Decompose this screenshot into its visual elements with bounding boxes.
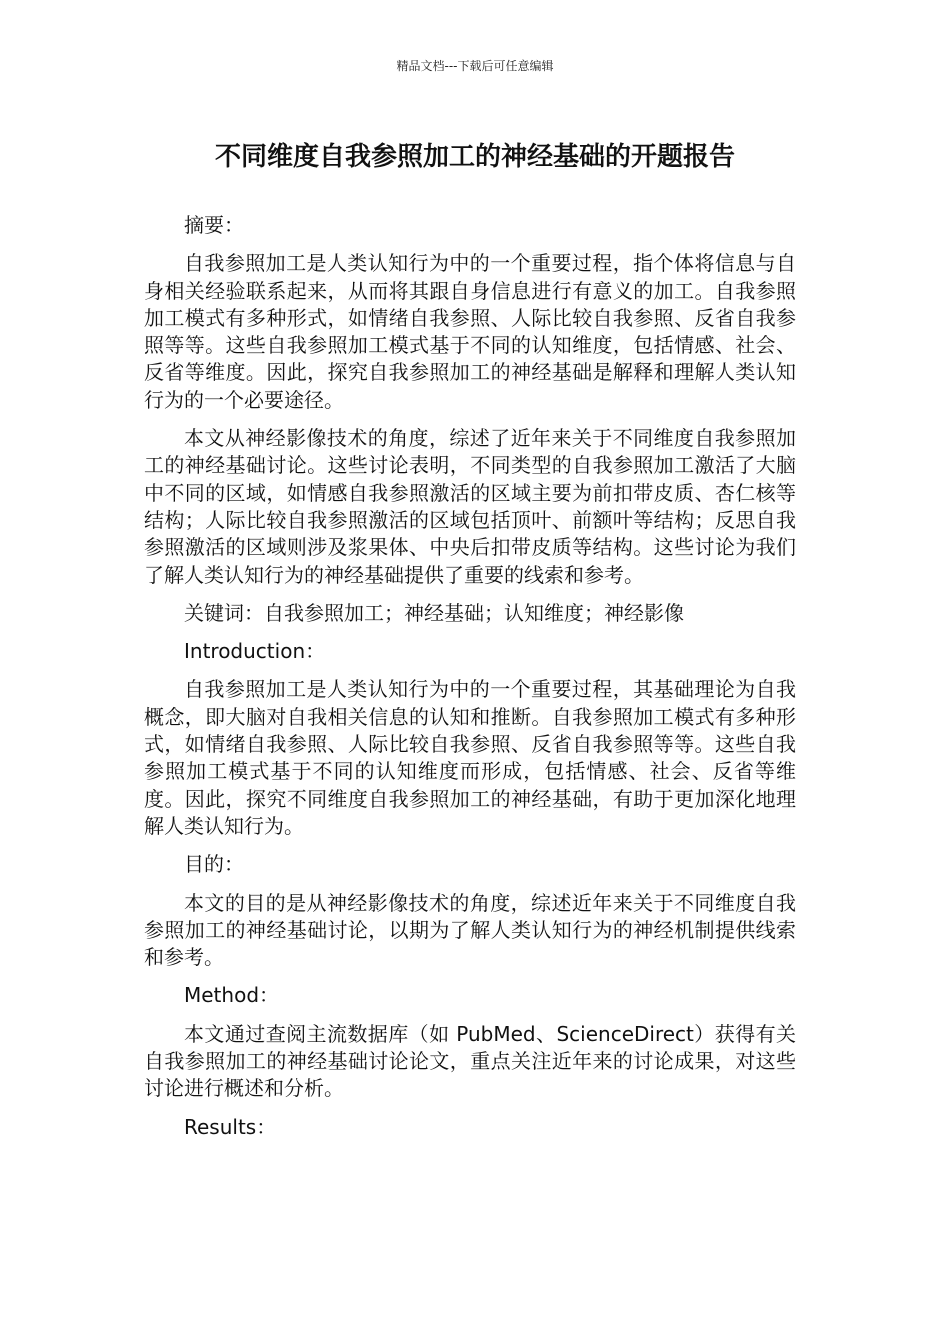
results-heading: Results： (184, 1114, 277, 1139)
document-body (144, 212, 796, 1152)
method-heading: Method： (184, 983, 280, 1008)
purpose-paragraph: 本文的目的是从神经影像技术的角度，综述近年来关于不同维度自我参照加工的神经基础讨论，以期为了解人类认知行为的神经机制提供线索和参考。 (144, 890, 796, 970)
introduction-heading: Introduction： (184, 639, 326, 664)
document-title: 不同维度自我参照加工的神经基础的开题报告 (214, 142, 735, 172)
header-note: 精品文档---下载后可任意编辑 (396, 59, 554, 73)
introduction-paragraph: 自我参照加工是人类认知行为中的一个重要过程，其基础理论为自我概念，即大脑对自我相关信息的认知和推断。自我参照加工模式有多种形式，如情绪自我参照、人际比较自我参照、反省自我参照等等。这些自我参照加工模式基于不同的认知维度而形成，包括情感、社会、反省等维度。因此，探究不同维度自我参照加工的神经基础，有助于更加深化地理解人类认知行为。 (144, 677, 796, 838)
method-paragraph: 本文通过查阅主流数据库（如 PubMed、ScienceDirect）获得有关自我参照加工的神经基础讨论论文，重点关注近年来的讨论成果，对这些讨论进行概述和分析。 (144, 1021, 796, 1101)
abstract-heading: 摘要： (184, 213, 244, 237)
purpose-heading: 目的： (184, 852, 244, 877)
abstract-paragraph-1: 自我参照加工是人类认知行为中的一个重要过程，指个体将信息与自身相关经验联系起来，从而将其跟自身信息进行有意义的加工。自我参照加工模式有多种形式，如情绪自我参照、人际比较自我参照、反省自我参照等等。这些自我参照加工模式基于不同的认知维度，包括情感、社会、反省等维度。因此，探究自我参照加工的神经基础是解释和理解人类认知行为的一个必要途径。 (144, 251, 796, 412)
keywords-line: 关键词：自我参照加工；神经基础；认知维度；神经影像 (184, 600, 684, 625)
abstract-paragraph-2: 本文从神经影像技术的角度，综述了近年来关于不同维度自我参照加工的神经基础讨论。这些讨论表明，不同类型的自我参照加工激活了大脑中不同的区域，如情感自我参照激活的区域主要为前扣带皮质、杏仁核等结构；人际比较自我参照激活的区域包括顶叶、前额叶等结构；反思自我参照激活的区域则涉及浆果体、中央后扣带皮质等结构。这些讨论为我们了解人类认知行为的神经基础提供了重要的线索和参考。 (144, 426, 796, 587)
